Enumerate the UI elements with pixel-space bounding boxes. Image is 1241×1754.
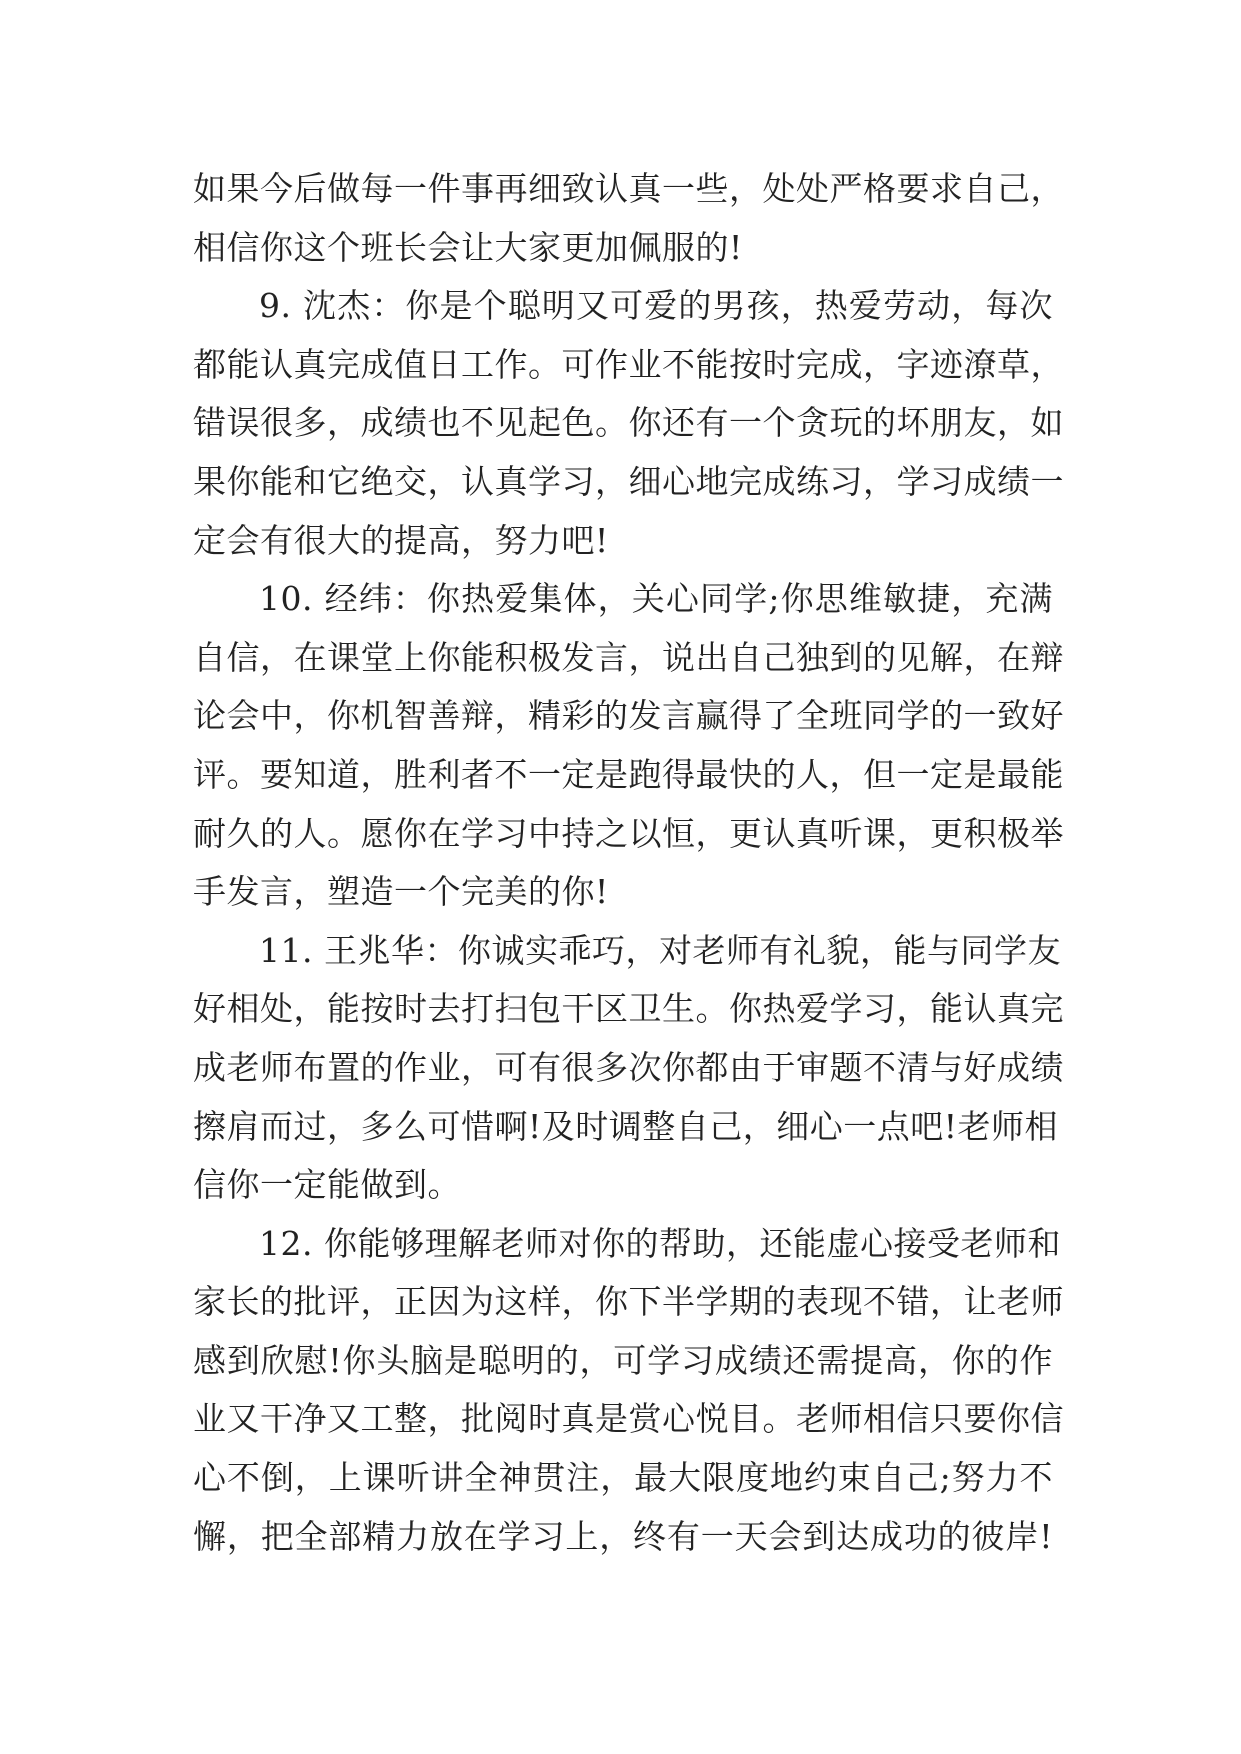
text-line: 手发言，塑造一个完美的你! <box>193 872 609 912</box>
text-line: 耐久的人。愿你在学习中持之以恒，更认真听课，更积极举 <box>193 813 1064 853</box>
text-line: 自信，在课堂上你能积极发言，说出自己独到的见解，在辩 <box>193 637 1064 677</box>
text-line: 信你一定能做到。 <box>193 1165 461 1205</box>
text-line: 12. 你能够理解老师对你的帮助，还能虚心接受老师和 <box>259 1223 1061 1263</box>
text-line: 好相处，能按时去打扫包干区卫生。你热爱学习，能认真完 <box>193 989 1064 1029</box>
text-line: 都能认真完成值日工作。可作业不能按时完成，字迹潦草， <box>193 344 1064 384</box>
document-page <box>193 160 1064 1566</box>
text-line: 论会中，你机智善辩，精彩的发言赢得了全班同学的一致好 <box>193 696 1064 736</box>
text-line: 10. 经纬：你热爱集体，关心同学;你思维敏捷，充满 <box>259 579 1053 619</box>
text-line: 家长的批评，正因为这样，你下半学期的表现不错，让老师 <box>193 1282 1064 1322</box>
paragraph-9 <box>193 277 1064 570</box>
text-line: 业又干净又工整，批阅时真是赏心悦目。老师相信只要你信 <box>193 1399 1064 1439</box>
paragraph-10 <box>193 570 1064 922</box>
text-line: 感到欣慰!你头脑是聪明的，可学习成绩还需提高，你的作 <box>193 1340 1053 1380</box>
text-line: 定会有很大的提高，努力吧! <box>193 520 609 560</box>
text-line: 成老师布置的作业，可有很多次你都由于审题不清与好成绩 <box>193 1047 1064 1087</box>
text-line: 如果今后做每一件事再细致认真一些，处处严格要求自己， <box>193 169 1064 208</box>
text-line: 懈，把全部精力放在学习上，终有一天会到达成功的彼岸! <box>193 1516 1053 1556</box>
paragraph-12 <box>193 1215 1064 1567</box>
text-line: 相信你这个班长会让大家更加佩服的! <box>193 227 743 267</box>
text-line: 擦肩而过，多么可惜啊!及时调整自己，细心一点吧!老师相 <box>193 1106 1059 1146</box>
text-line: 9. 沈杰：你是个聪明又可爱的男孩，热爱劳动，每次 <box>259 286 1053 326</box>
text-line: 11. 王兆华：你诚实乖巧，对老师有礼貌，能与同学友 <box>259 930 1061 970</box>
paragraph-8-tail <box>193 160 1064 277</box>
text-line: 心不倒，上课听讲全神贯注，最大限度地约束自己;努力不 <box>193 1458 1053 1498</box>
text-line: 错误很多，成绩也不见起色。你还有一个贪玩的坏朋友，如 <box>193 403 1064 443</box>
text-line: 果你能和它绝交，认真学习，细心地完成练习，学习成绩一 <box>193 461 1064 501</box>
paragraph-11 <box>193 922 1064 1215</box>
text-line: 评。要知道，胜利者不一定是跑得最快的人，但一定是最能 <box>193 754 1064 794</box>
